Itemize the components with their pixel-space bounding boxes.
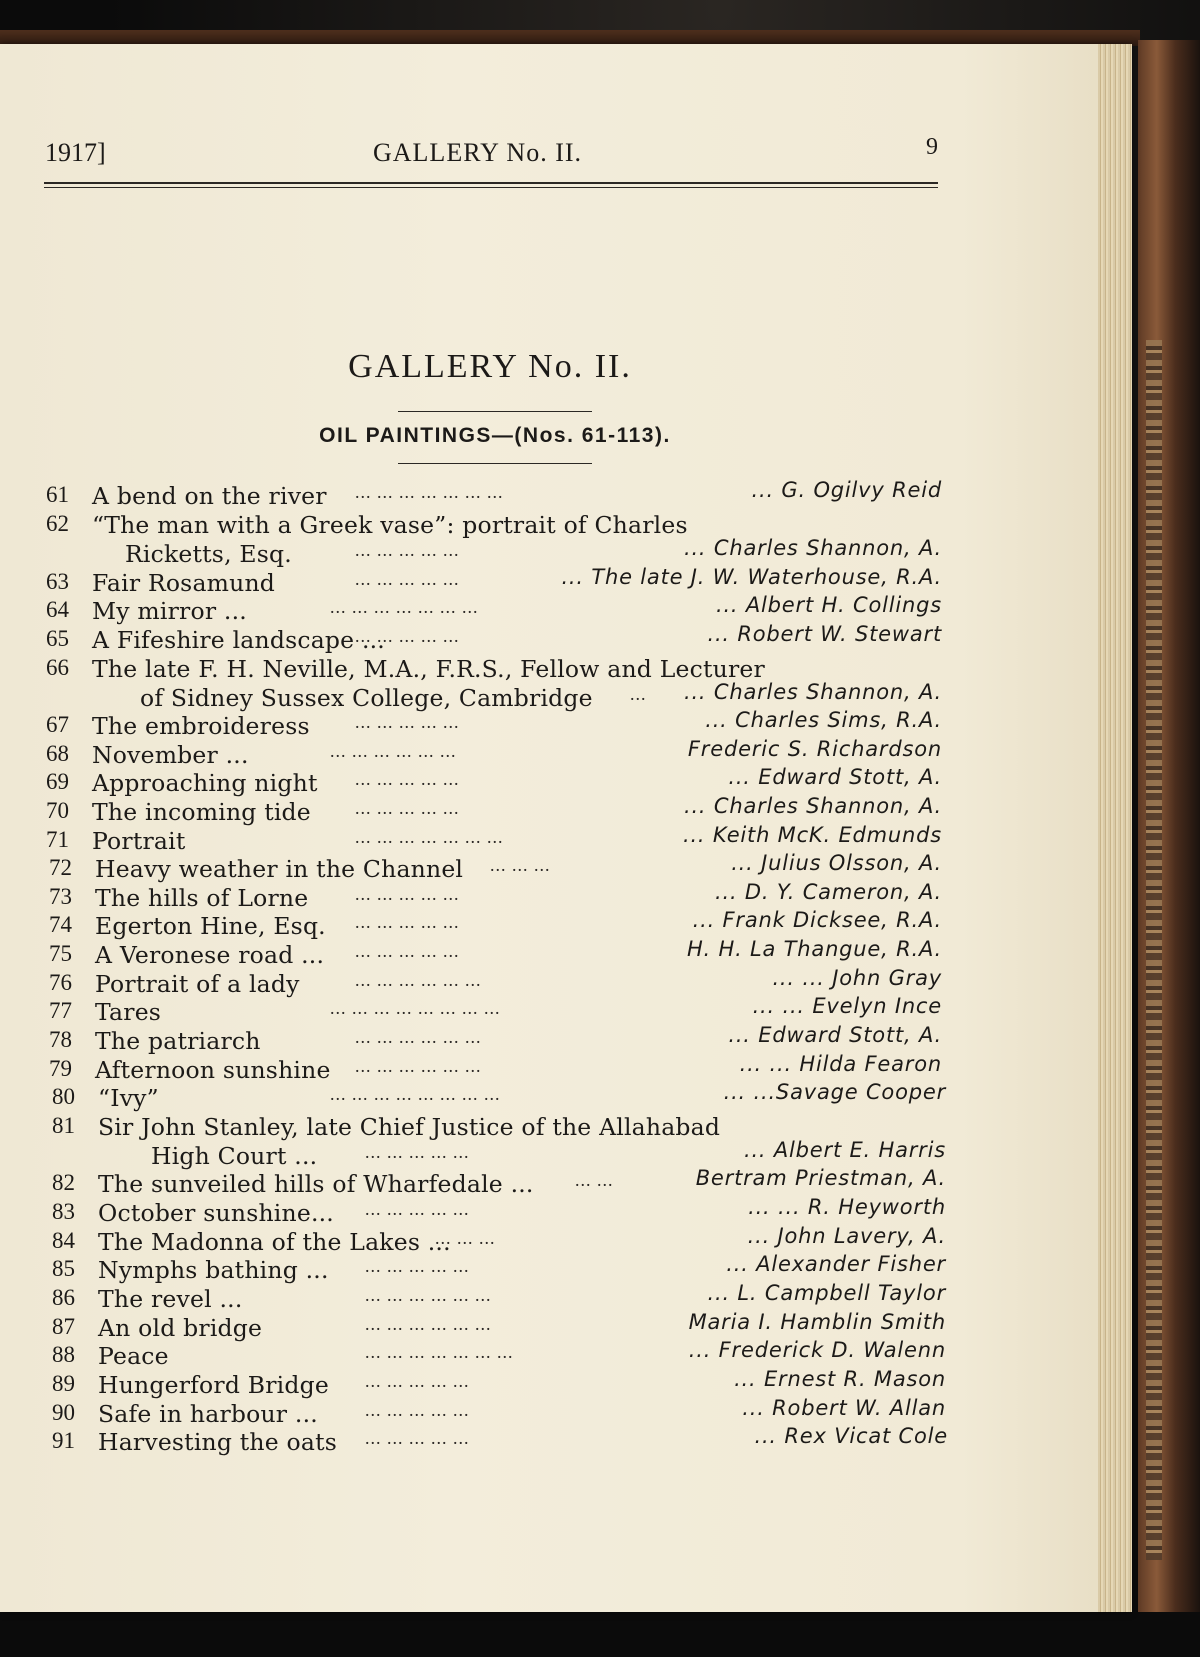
dot-leader: ... ... ... ... ... — [355, 912, 460, 932]
entry-title: Heavy weather in the Channel — [95, 855, 464, 883]
catalogue-entry — [0, 1080, 960, 1112]
entry-artist: ... ... John Gray — [772, 966, 942, 990]
dot-leader: ... ... ... ... ... — [365, 1256, 470, 1276]
entry-number: 73 — [49, 884, 72, 909]
entry-artist: Frederic S. Richardson — [687, 737, 942, 761]
dot-leader: ... ... ... ... ... ... ... — [330, 597, 479, 617]
dot-leader: ... — [630, 684, 647, 704]
entry-title: of Sidney Sussex College, Cambridge — [140, 684, 593, 712]
header-rule — [44, 182, 938, 184]
entry-artist: ... L. Campbell Taylor — [707, 1281, 946, 1305]
entry-artist: ... Charles Shannon, A. — [683, 794, 942, 818]
entry-artist: H. H. La Thangue, R.A. — [686, 937, 942, 961]
entry-title: High Court ... — [151, 1142, 318, 1170]
entry-title: Safe in harbour ... — [98, 1400, 318, 1428]
entry-title: Nymphs bathing ... — [98, 1256, 329, 1284]
catalogue-entry — [0, 794, 960, 826]
entry-number: 85 — [52, 1256, 75, 1281]
entry-title: Portrait — [92, 827, 186, 855]
entry-artist: Maria I. Hamblin Smith — [688, 1310, 946, 1334]
entry-number: 71 — [46, 827, 69, 852]
dot-leader: ... ... — [575, 1170, 614, 1190]
section-subtitle: OIL PAINTINGS—(Nos. 61-113). — [319, 424, 671, 447]
entry-artist: ... Frank Dicksee, R.A. — [692, 908, 942, 932]
entry-title: Tares — [95, 998, 162, 1026]
catalogue-entry — [0, 765, 960, 797]
entry-title: Harvesting the oats — [98, 1428, 338, 1456]
dot-leader: ... ... ... ... ... — [355, 712, 460, 732]
catalogue-entry — [0, 1281, 960, 1313]
entry-number: 75 — [49, 941, 72, 966]
entry-number: 78 — [49, 1027, 72, 1052]
running-head-year: 1917] — [45, 138, 106, 167]
header-rule-thin — [44, 187, 938, 188]
entry-artist: ... Julius Olsson, A. — [731, 851, 942, 875]
dot-leader: ... ... ... — [490, 855, 551, 875]
entry-number: 80 — [52, 1084, 75, 1109]
entry-title: The Madonna of the Lakes ... — [98, 1228, 451, 1256]
entry-artist: Bertram Priestman, A. — [695, 1166, 946, 1190]
entry-artist: ... Edward Stott, A. — [728, 1023, 942, 1047]
entry-number: 64 — [46, 597, 69, 622]
entry-number: 69 — [46, 769, 69, 794]
dot-leader: ... ... ... ... ... ... — [330, 741, 457, 761]
entry-title: The hills of Lorne — [95, 884, 309, 912]
dot-leader: ... ... ... ... ... — [365, 1371, 470, 1391]
entry-title: Hungerford Bridge — [98, 1371, 329, 1399]
entry-artist: ... The late J. W. Waterhouse, R.A. — [561, 565, 942, 589]
entry-artist: ... Albert E. Harris — [743, 1138, 946, 1162]
entry-number: 61 — [46, 482, 69, 507]
catalogue-entry — [0, 1023, 960, 1055]
entry-title: Fair Rosamund — [92, 569, 276, 597]
dot-leader: ... ... ... ... ... — [355, 884, 460, 904]
catalogue-entry — [0, 994, 960, 1026]
entry-title: The embroideress — [92, 712, 310, 740]
dot-leader: ... ... ... ... ... — [355, 626, 460, 646]
entry-title: October sunshine... — [98, 1199, 334, 1227]
entry-title: The sunveiled hills of Wharfedale ... — [98, 1170, 534, 1198]
dot-leader: ... ... ... ... ... — [355, 540, 460, 560]
entry-artist: ... G. Ogilvy Reid — [751, 478, 942, 502]
running-head — [45, 134, 938, 178]
entry-artist: ... Charles Shannon, A. — [683, 536, 942, 560]
entry-artist: ... Ernest R. Mason — [734, 1367, 946, 1391]
entry-number: 70 — [46, 798, 69, 823]
entry-artist: ... ... R. Heyworth — [748, 1195, 946, 1219]
catalogue-entry — [0, 937, 960, 969]
entry-title: A bend on the river — [92, 482, 327, 510]
entry-number: 88 — [52, 1342, 75, 1367]
entry-number: 63 — [46, 569, 69, 594]
entry-number: 87 — [52, 1314, 75, 1339]
dot-leader: ... ... ... ... ... ... — [355, 970, 482, 990]
entry-title: Peace — [98, 1342, 169, 1370]
entry-title: Egerton Hine, Esq. — [95, 912, 326, 940]
dot-leader: ... ... ... ... ... — [355, 569, 460, 589]
entry-title: The incoming tide — [92, 798, 311, 826]
catalogue-entry — [0, 478, 960, 510]
dot-leader: ... ... ... ... ... ... ... ... — [330, 998, 501, 1018]
entry-number: 65 — [46, 626, 69, 651]
entry-number: 91 — [52, 1428, 75, 1453]
entry-artist: ... John Lavery, A. — [747, 1224, 946, 1248]
catalogue-entry — [0, 1166, 960, 1198]
entry-number: 83 — [52, 1199, 75, 1224]
entry-title: The patriarch — [95, 1027, 261, 1055]
dot-leader: ... ... ... ... ... ... — [355, 1056, 482, 1076]
dot-leader: ... ... ... ... ... ... — [365, 1285, 492, 1305]
entry-title: A Veronese road ... — [95, 941, 325, 969]
entry-artist: ... Alexander Fisher — [726, 1252, 946, 1276]
catalogue-entry — [0, 655, 960, 683]
page-number: 9 — [926, 134, 938, 160]
page-stack-edge — [1098, 44, 1132, 1612]
book-fore-edge — [1138, 40, 1200, 1612]
entry-number: 90 — [52, 1400, 75, 1425]
entry-number: 79 — [49, 1056, 72, 1081]
entry-number: 82 — [52, 1170, 75, 1195]
entry-number: 84 — [52, 1228, 75, 1253]
dot-leader: ... ... ... ... ... — [365, 1428, 470, 1448]
entry-number: 67 — [46, 712, 69, 737]
entry-number: 89 — [52, 1371, 75, 1396]
catalogue-entry — [0, 536, 960, 568]
subtitle-rule — [398, 463, 592, 464]
dot-leader: ... ... ... ... ... ... ... — [365, 1342, 514, 1362]
catalogue-entry — [0, 1338, 960, 1370]
catalogue-entry — [0, 511, 960, 539]
entry-number: 81 — [52, 1113, 75, 1138]
catalogue-entry — [0, 1195, 960, 1227]
dot-leader: ... ... ... ... ... — [365, 1199, 470, 1219]
entry-artist: ... Keith McK. Edmunds — [682, 823, 942, 847]
entry-title: Sir John Stanley, late Chief Justice of the Allahabad — [98, 1113, 721, 1141]
entry-title: Ricketts, Esq. — [125, 540, 292, 568]
catalogue-entry — [0, 1367, 960, 1399]
entry-artist: ... Albert H. Collings — [715, 593, 942, 617]
dot-leader: ... ... ... ... ... — [365, 1400, 470, 1420]
title-rule — [398, 411, 592, 412]
entry-number: 77 — [49, 998, 72, 1023]
entry-number: 68 — [46, 741, 69, 766]
dot-leader: ... ... ... ... ... ... ... — [355, 482, 504, 502]
entry-number: 86 — [52, 1285, 75, 1310]
dot-leader: ... ... ... ... ... — [355, 769, 460, 789]
dot-leader: ... ... ... ... ... — [355, 798, 460, 818]
entry-title: My mirror ... — [92, 597, 247, 625]
entry-artist: ... Charles Sims, R.A. — [705, 708, 942, 732]
catalogue-entry — [0, 1113, 960, 1141]
entry-title: Portrait of a lady — [95, 970, 300, 998]
entry-number: 72 — [49, 855, 72, 880]
entry-number: 66 — [46, 655, 69, 680]
running-head-title: GALLERY No. II. — [373, 138, 583, 167]
entry-artist: ... Charles Shannon, A. — [683, 680, 942, 704]
entry-title: November ... — [92, 741, 249, 769]
dot-leader: ... ... ... — [435, 1228, 496, 1248]
catalogue-entry — [0, 622, 960, 654]
dot-leader: ... ... ... ... ... ... — [355, 1027, 482, 1047]
entry-title: A Fifeshire landscape ... — [92, 626, 385, 654]
entry-number: 76 — [49, 970, 72, 995]
entry-artist: ... Rex Vicat Cole — [754, 1424, 948, 1448]
entry-title: Afternoon sunshine — [95, 1056, 331, 1084]
marbled-edge — [1146, 340, 1162, 1560]
entry-artist: ... Edward Stott, A. — [728, 765, 942, 789]
dot-leader: ... ... ... ... ... ... ... — [355, 827, 504, 847]
entry-title: The revel ... — [98, 1285, 243, 1313]
entry-artist: ... D. Y. Cameron, A. — [715, 880, 942, 904]
gallery-title: GALLERY No. II. — [348, 348, 632, 385]
entry-title: An old bridge — [98, 1314, 263, 1342]
catalogue-entry — [0, 1424, 960, 1456]
entry-title: “Ivy” — [98, 1084, 159, 1112]
catalogue-entry — [0, 708, 960, 740]
catalogue-entry — [0, 908, 960, 940]
entry-title: “The man with a Greek vase”: portrait of Charles — [92, 511, 688, 539]
entry-title: The late F. H. Neville, M.A., F.R.S., Fellow and Lecturer — [92, 655, 765, 683]
entry-title: Approaching night — [92, 769, 318, 797]
dot-leader: ... ... ... ... ... — [355, 941, 460, 961]
entry-artist: ... ... Hilda Fearon — [739, 1052, 942, 1076]
dot-leader: ... ... ... ... ... ... — [365, 1314, 492, 1334]
entry-artist: ... ... Evelyn Ince — [752, 994, 942, 1018]
entry-artist: ... Robert W. Stewart — [707, 622, 942, 646]
entry-artist: ... ...Savage Cooper — [723, 1080, 946, 1104]
catalogue-entry — [0, 851, 960, 883]
entry-artist: ... Frederick D. Walenn — [688, 1338, 946, 1362]
entry-number: 62 — [46, 511, 69, 536]
catalogue-entry — [0, 1252, 960, 1284]
entry-number: 74 — [49, 912, 72, 937]
dot-leader: ... ... ... ... ... ... ... ... — [330, 1084, 501, 1104]
catalogue-entry — [0, 593, 960, 625]
dot-leader: ... ... ... ... ... — [365, 1142, 470, 1162]
entry-artist: ... Robert W. Allan — [742, 1396, 946, 1420]
